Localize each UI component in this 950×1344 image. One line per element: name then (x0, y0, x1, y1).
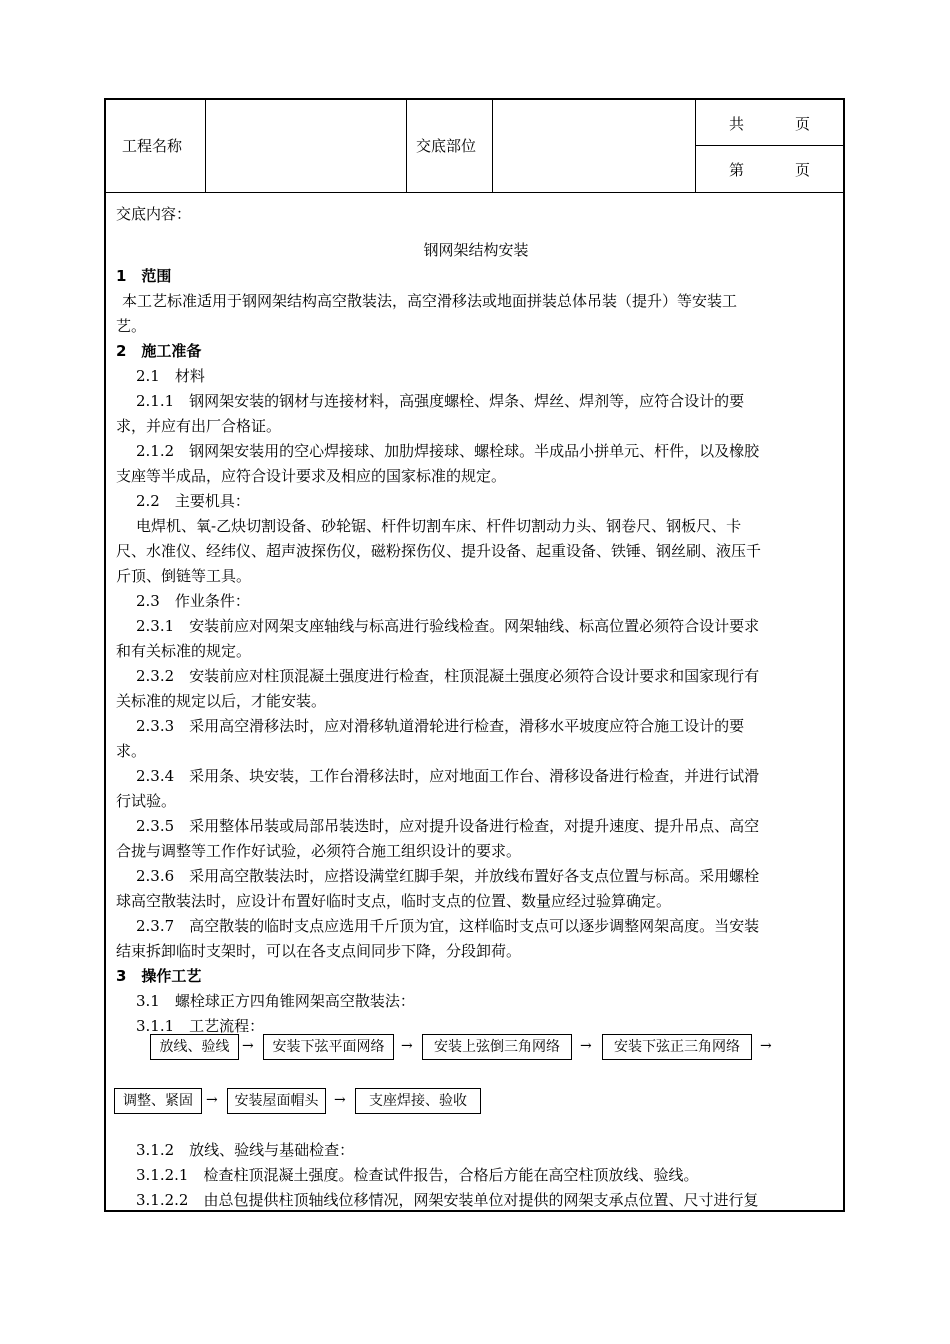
project-name-label: 工程名称 (122, 137, 183, 155)
flow-step: 安装下弦正三角网络 (602, 1034, 752, 1060)
paragraph: 2.3.1 安装前应对网架支座轴线与标高进行验线检查。网架轴线、标高位置必须符合设计要求 (136, 617, 760, 635)
flow-step: 放线、验线 (150, 1034, 239, 1060)
intro-label: 交底内容： (116, 205, 192, 223)
subsection-heading: 3.1.1 工艺流程： (136, 1017, 265, 1035)
header-divider (695, 145, 843, 146)
flow-step: 安装屋面帽头 (227, 1088, 326, 1114)
arrow-right-icon: → (580, 1038, 592, 1054)
header-table (106, 100, 843, 193)
paragraph: 求。 (116, 742, 147, 760)
section-2-heading: 2 施工准备 (116, 342, 202, 360)
paragraph: 电焊机、氧-乙炔切割设备、砂轮锯、杆件切割车床、杆件切割动力头、钢卷尺、钢板尺、卡 (136, 517, 742, 535)
handover-part-value (493, 100, 695, 192)
paragraph: 2.3.4 采用条、块安装，工作台滑移法时，应对地面工作台、滑移设备进行检查，并进行试滑 (136, 767, 760, 785)
flow-step: 安装上弦倒三角网络 (422, 1034, 572, 1060)
paragraph: 2.3.7 高空散装的临时支点应选用千斤顶为宜，这样临时支点可以逐步调整网架高度。当安装 (136, 917, 760, 935)
doc-title: 钢网架结构安装 (423, 241, 529, 259)
paragraph: 关标准的规定以后，才能安装。 (116, 692, 327, 710)
paragraph: 2.1.1 钢网架安装的钢材与连接材料，高强度螺栓、焊条、焊丝、焊剂等，应符合设计的要 (136, 392, 745, 410)
paragraph: 艺。 (116, 317, 147, 335)
arrow-right-icon: → (206, 1092, 218, 1108)
flow-step: 调整、紧固 (114, 1088, 202, 1114)
section-3-heading: 3 操作工艺 (116, 967, 202, 985)
flow-step: 安装下弦平面网络 (263, 1034, 394, 1060)
paragraph: 合拢与调整等工作作好试验，必须符合施工组织设计的要求。 (116, 842, 522, 860)
paragraph: 求，并应有出厂合格证。 (116, 417, 282, 435)
handover-sheet (104, 98, 845, 1212)
paragraph: 3.1.2.2 由总包提供柱顶轴线位移情况，网架安装单位对提供的网架支承点位置、尺寸进行复 (136, 1191, 759, 1209)
subsection-heading: 2.1 材料 (136, 367, 205, 385)
header-divider (406, 100, 407, 192)
page-unit: 页 (795, 161, 811, 179)
paragraph: 支座等半成品，应符合设计要求及相应的国家标准的规定。 (116, 467, 507, 485)
paragraph: 尺、水准仪、经纬仪、超声波探伤仪，磁粉探伤仪、提升设备、起重设备、铁锤、钢丝刷、液压千 (116, 542, 762, 560)
arrow-right-icon: → (401, 1038, 413, 1054)
paragraph: 球高空散装法时，应设计布置好临时支点，临时支点的位置、数量应经过验算确定。 (116, 892, 672, 910)
arrow-right-icon: → (334, 1092, 346, 1108)
paragraph: 2.3.6 采用高空散装法时，应搭设满堂红脚手架，并放线布置好各支点位置与标高。采用螺栓 (136, 867, 760, 885)
project-name-value (206, 100, 406, 192)
total-pages-unit: 页 (795, 115, 811, 133)
arrow-right-icon: → (760, 1038, 772, 1054)
header-divider (695, 100, 696, 192)
paragraph: 结束拆卸临时支架时，可以在各支点间同步下降，分段卸荷。 (116, 942, 522, 960)
flow-step: 支座焊接、验收 (355, 1088, 481, 1114)
paragraph: 2.3.2 安装前应对柱顶混凝土强度进行检查，柱顶混凝土强度必须符合设计要求和国家现行有 (136, 667, 760, 685)
subsection-heading: 2.3 作业条件： (136, 592, 250, 610)
paragraph: 2.3.3 采用高空滑移法时，应对滑移轨道滑轮进行检查，滑移水平坡度应符合施工设计的要 (136, 717, 745, 735)
page-label: 第 (729, 161, 745, 179)
total-pages-label: 共 (729, 115, 745, 133)
paragraph: 斤顶、倒链等工具。 (116, 567, 252, 585)
arrow-right-icon: → (242, 1038, 254, 1054)
paragraph: 和有关标准的规定。 (116, 642, 252, 660)
handover-part-label: 交底部位 (416, 137, 477, 155)
paragraph: 本工艺标准适用于钢网架结构高空散装法，高空滑移法或地面拼装总体吊装（提升）等安装工 (122, 292, 738, 310)
paragraph: 2.1.2 钢网架安装用的空心焊接球、加肋焊接球、螺栓球。半成品小拼单元、杆件，以及橡胶 (136, 442, 760, 460)
paragraph: 2.3.5 采用整体吊装或局部吊装迭时，应对提升设备进行检查，对提升速度、提升吊点、高空 (136, 817, 760, 835)
subsection-heading: 2.2 主要机具： (136, 492, 250, 510)
subsection-heading: 3.1.2 放线、验线与基础检查： (136, 1141, 355, 1159)
subsection-heading: 3.1 螺栓球正方四角锥网架高空散装法： (136, 992, 415, 1010)
paragraph: 3.1.2.1 检查柱顶混凝土强度。检查试件报告，合格后方能在高空柱顶放线、验线。 (136, 1166, 699, 1184)
paragraph: 行试验。 (116, 792, 177, 810)
section-1-heading: 1 范围 (116, 267, 172, 285)
